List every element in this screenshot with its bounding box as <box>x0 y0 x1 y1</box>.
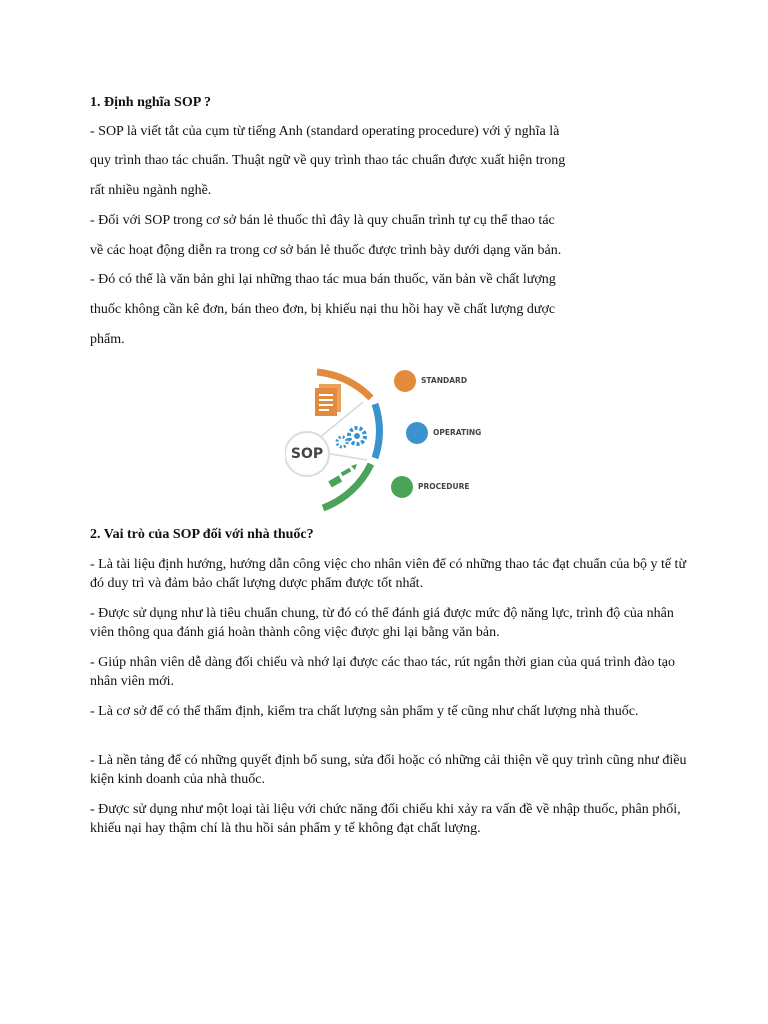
sop-illustration <box>285 362 495 512</box>
gears-icon <box>337 428 365 447</box>
section2-paragraph: - Là nền tảng để có những quyết định bổ sung, sửa đổi hoặc có những cải thiện về quy trình cũng như điều kiện kinh doanh của nhà thuốc. <box>90 753 687 787</box>
section2-paragraph: - Là tài liệu định hướng, hướng dẫn công việc cho nhân viên để có những thao tác đạt chuẩn của bộ y tế từ đó duy trì và đảm bảo chất lượng dược phẩm được tốt nhất. <box>90 557 687 591</box>
tools-icon <box>328 464 357 487</box>
document-icon <box>315 384 341 416</box>
section2-heading: 2. Vai trò của SOP đối với nhà thuốc? <box>90 527 314 542</box>
section1-line: về các hoạt động diễn ra trong cơ sở bán lẻ thuốc được trình bày dưới dạng văn bản. <box>90 243 562 258</box>
procedure-dot <box>391 476 413 498</box>
section1-line: - SOP là viết tắt của cụm từ tiếng Anh (standard operating procedure) với ý nghĩa là <box>90 124 560 139</box>
section2-paragraph: - Giúp nhân viên dễ dàng đối chiếu và nhớ lại được các thao tác, rút ngắn thời gian của quá trình đào tạo nhân viên mới. <box>90 655 675 689</box>
operating-label: OPERATING <box>433 428 482 437</box>
standard-dot <box>394 370 416 392</box>
operating-dot <box>406 422 428 444</box>
section1-line: quy trình thao tác chuẩn. Thuật ngữ về quy trình thao tác chuẩn được xuất hiện trong <box>90 153 566 168</box>
section1-line: - Đối với SOP trong cơ sở bán lẻ thuốc thì đây là quy chuẩn trình tự cụ thể thao tác <box>90 213 555 228</box>
section2-paragraph: - Được sử dụng như một loại tài liệu với chức năng đối chiếu khi xảy ra vấn đề về nhập thuốc, phân phối, khiếu nại hay thậm chí là thu hồi sản phẩm y tế không đạt chất lượng. <box>90 802 681 836</box>
section2-paragraph: - Là cơ sở để có thể thẩm định, kiểm tra chất lượng sản phẩm y tế cũng như chất lượng nhà thuốc. <box>90 704 639 719</box>
operating-arc <box>375 404 379 458</box>
section1-line: thuốc không cần kê đơn, bán theo đơn, bị khiếu nại thu hồi hay về chất lượng dược <box>90 302 556 317</box>
section1-line: phẩm. <box>90 332 125 347</box>
procedure-label: PROCEDURE <box>418 482 470 491</box>
section1-heading: 1. Định nghĩa SOP ? <box>90 95 211 110</box>
section1-line: rất nhiều ngành nghề. <box>90 183 212 198</box>
section2-paragraph: - Được sử dụng như là tiêu chuẩn chung, từ đó có thể đánh giá được mức độ năng lực, trình độ của nhân viên thông qua đánh giá hoàn thành công việc được ghi lại bằng văn bản. <box>90 606 674 640</box>
standard-label: STANDARD <box>421 376 468 385</box>
section1-line: - Đó có thể là văn bản ghi lại những thao tác mua bán thuốc, văn bản về chất lượng <box>90 272 556 287</box>
sop-center-label: SOP <box>290 446 324 462</box>
